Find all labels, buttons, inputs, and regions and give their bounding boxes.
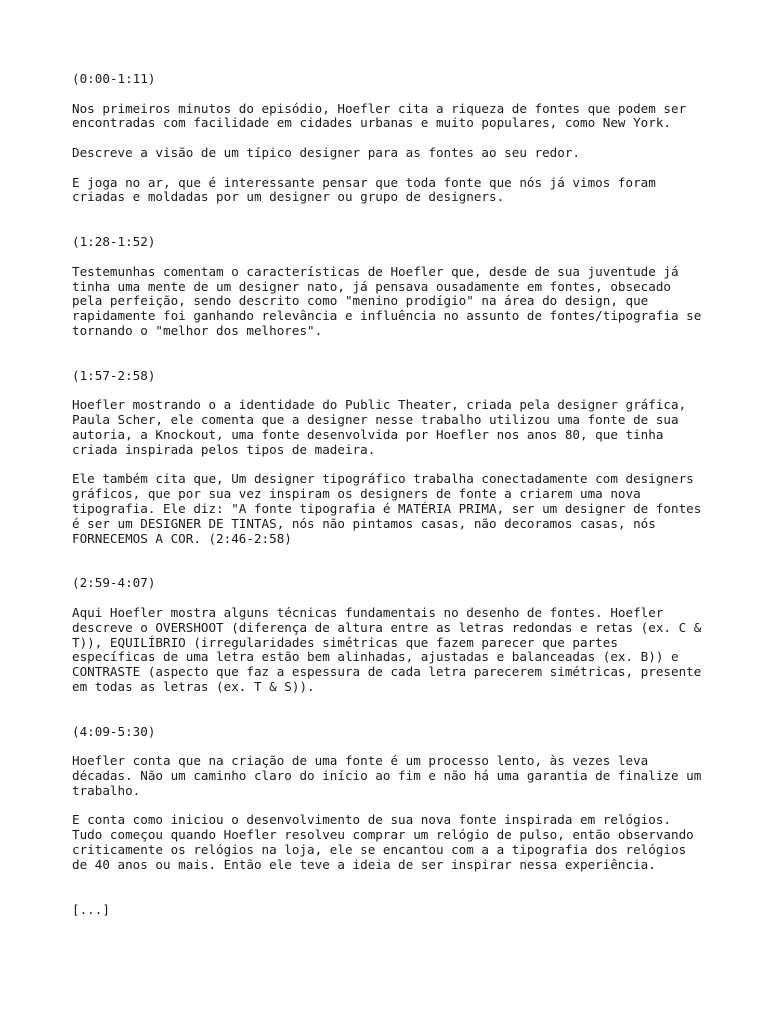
section-2-59-4-07 <box>72 576 702 694</box>
section-4-09-5-30 <box>72 725 702 873</box>
document-page <box>72 72 702 917</box>
paragraph: Ele também cita que, Um designer tipográfico trabalha conectadamente com designers gráficos, que por sua vez inspiram os designers de fonte a criarem uma nova tipografia. Ele diz: "A fonte tipografia é MATÉRIA PRIMA, ser um designer de fontes é ser um DESIGNER DE TINTAS, nós não pintamos casas, não decoramos casas, nós FORNECEMOS A COR. (2:46-2:58) <box>72 471 702 546</box>
section-timestamp: (1:28-1:52) <box>72 234 156 250</box>
paragraph: Testemunhas comentam o características de Hoefler que, desde de sua juventude já tinha uma mente de um designer nato, já pensava ousadamente em fontes, obsecado pela perfeição, sendo descrito como "menino prodígio" na área do design, que rapidamente foi ganhando relevância e influência no assunto de fontes/tipografia se tornando o "melhor dos melhores". <box>72 263 702 338</box>
section-timestamp: (2:59-4:07) <box>72 575 156 591</box>
section-1-57-2-58 <box>72 369 702 547</box>
paragraph: Hoefler conta que na criação de uma fonte é um processo lento, às vezes leva décadas. Não um caminho claro do início ao fim e não há uma garantia de finalize um trabalho. <box>72 753 702 798</box>
continuation-ellipsis: [...] <box>72 901 110 917</box>
section-timestamp: (0:00-1:11) <box>72 71 156 86</box>
section-0-1-11 <box>72 72 702 205</box>
paragraph: E conta como iniciou o desenvolvimento de sua nova fonte inspirada em relógios. Tudo começou quando Hoefler resolveu comprar um relógio de pulso, então observando criticamente os relógios na loja, ele se encantou com a a tipografia dos relógios de 40 anos ou mais. Então ele teve a ideia de ser inspirar nessa experiência. <box>72 812 694 872</box>
paragraph: Hoefler mostrando o a identidade do Public Theater, criada pela designer gráfica, Paula Scher, ele comenta que a designer nesse trabalho utilizou uma fonte de sua autoria, a Knockout, uma fonte desenvolvida por Hoefler nos anos 80, que tinha criada inspirada pelos tipos de madeira. <box>72 397 687 457</box>
paragraph: Aqui Hoefler mostra alguns técnicas fundamentais no desenho de fontes. Hoefler descreve o OVERSHOOT (diferença de altura entre as letras redondas e retas (ex. C & T)), EQUILÍBRIO (irregularidades simétricas que fazem parecer que partes específicas de uma letra estão bem alinhadas, ajustadas e balanceadas (ex. B)) e CONTRASTE (aspecto que faz a espessura de cada letra parecerem simétricas, presente em todas as letras (ex. T & S)). <box>72 604 702 694</box>
section-1-28-1-52 <box>72 235 702 339</box>
paragraph: Descreve a visão de um típico designer para as fontes ao seu redor. <box>72 144 580 160</box>
paragraph: E joga no ar, que é interessante pensar que toda fonte que nós já vimos foram criadas e moldadas por um designer ou grupo de designers. <box>72 174 656 205</box>
section-timestamp: (4:09-5:30) <box>72 723 156 739</box>
section-timestamp: (1:57-2:58) <box>72 367 156 383</box>
paragraph: Nos primeiros minutos do episódio, Hoefler cita a riqueza de fontes que podem ser encontradas com facilidade em cidades urbanas e muito populares, como New York. <box>72 100 687 131</box>
